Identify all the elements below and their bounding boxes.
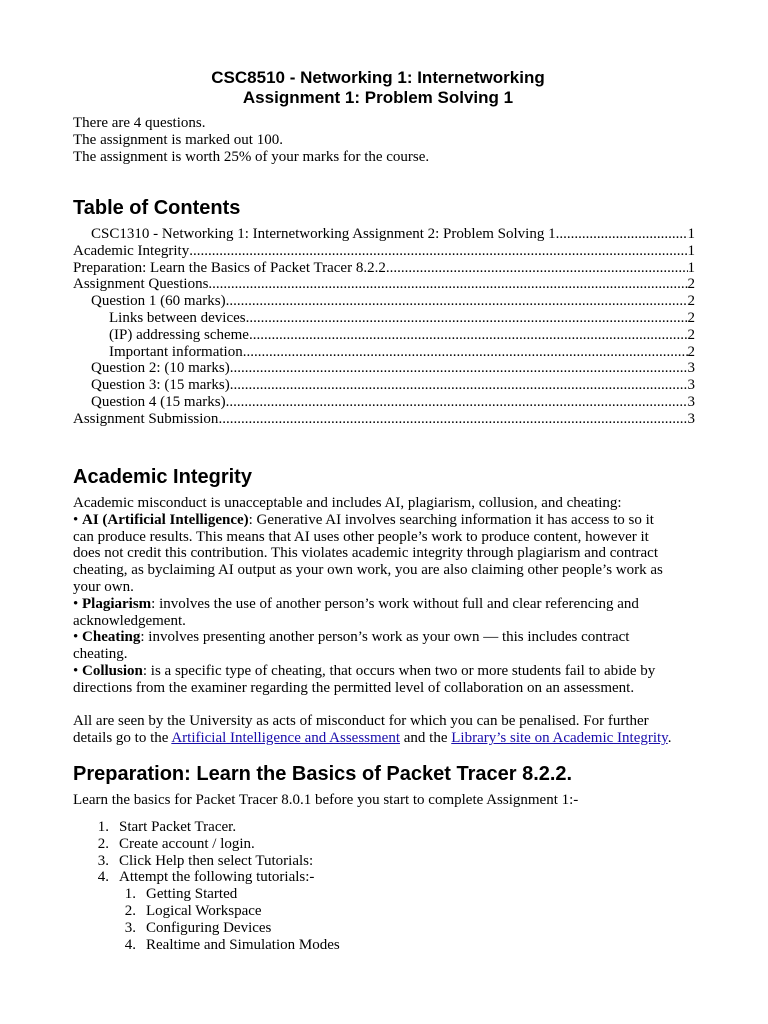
intro-block: [73, 115, 429, 165]
toc-entry[interactable]: [73, 411, 695, 428]
toc-entry-title: Question 3: (15 marks): [91, 377, 230, 394]
bullet-glyph: •: [73, 511, 83, 528]
misconduct-item-line: [73, 512, 698, 529]
toc-entry-title: Question 1 (60 marks): [91, 293, 226, 310]
toc-entry-title: Important information: [109, 343, 243, 360]
table-of-contents: [73, 226, 695, 428]
list-number: 3.: [97, 852, 109, 869]
toc-page-number: 3: [687, 360, 695, 377]
toc-dot-leader: [218, 411, 687, 428]
document-title: CSC8510 - Networking 1: Internetworking: [211, 68, 545, 87]
list-text: Click Help then select Tutorials:: [119, 852, 314, 869]
toc-dot-leader: [226, 293, 688, 310]
list-text: Create account / login.: [119, 835, 255, 852]
misconduct-description: : is a specific type of cheating, that occurs when two or more students fail to abide by: [142, 662, 656, 679]
toc-page-number: 2: [687, 293, 695, 310]
list-number: 1.: [124, 886, 136, 903]
toc-dot-leader: [230, 377, 688, 394]
toc-page-number: 3: [687, 377, 695, 394]
preparation-heading: Preparation: Learn the Basics of Packet Tracer 8.2.2.: [73, 763, 573, 785]
preparation-step: [73, 853, 340, 870]
closing-end: .: [667, 730, 672, 747]
tutorial-item: [73, 937, 340, 954]
misconduct-description: your own.: [73, 578, 134, 595]
misconduct-item-line: [73, 562, 698, 579]
list-number: 2.: [124, 902, 136, 919]
toc-entry-title: Assignment Submission: [73, 410, 219, 427]
misconduct-term: Collusion: [82, 662, 143, 679]
preparation-step: [73, 836, 340, 853]
bullet-glyph: •: [73, 629, 83, 646]
toc-dot-leader: [230, 360, 688, 377]
misconduct-description: directions from the examiner regarding the permitted level of collaboration on an assessment.: [73, 679, 635, 696]
bullet-glyph: •: [73, 595, 83, 612]
ai-assessment-link[interactable]: Artificial Intelligence and Assessment: [171, 730, 401, 747]
toc-dot-leader: [226, 394, 688, 411]
toc-entry[interactable]: [73, 293, 695, 310]
toc-entry-title: (IP) addressing scheme: [109, 326, 249, 343]
misconduct-description: : involves presenting another person’s work as your own — this includes contract: [140, 629, 630, 646]
toc-entry-title: Academic Integrity: [73, 242, 190, 259]
misconduct-description: : involves the use of another person’s work without full and clear referencing and: [151, 595, 639, 612]
misconduct-description: does not credit this contribution. This violates academic integrity through plagiarism and contract: [73, 545, 658, 562]
list-text: Attempt the following tutorials:-: [119, 869, 315, 886]
toc-dot-leader: [189, 243, 687, 260]
toc-entry[interactable]: [73, 394, 695, 411]
toc-entry-title: Question 4 (15 marks): [91, 393, 226, 410]
toc-entry[interactable]: [73, 226, 695, 243]
toc-entry[interactable]: [73, 310, 695, 327]
misconduct-description: can produce results. This means that AI uses other people’s work to produce content, however it: [73, 528, 649, 545]
list-text: Start Packet Tracer.: [119, 819, 237, 835]
toc-page-number: 2: [687, 343, 695, 360]
toc-page-number: 2: [687, 309, 695, 326]
toc-entry[interactable]: [73, 260, 695, 277]
misconduct-item-line: [73, 680, 698, 697]
intro-line: The assignment is worth 25% of your marks for the course.: [73, 148, 430, 165]
toc-entry[interactable]: [73, 243, 695, 260]
academic-integrity-section: [73, 495, 698, 747]
toc-page-number: 1: [687, 259, 695, 276]
misconduct-term: AI (Artificial Intelligence): [82, 511, 249, 528]
closing-mid: and the: [400, 730, 452, 747]
closing-prefix: details go to the: [73, 730, 172, 747]
toc-entry-title: Question 2: (10 marks): [91, 360, 230, 377]
list-number: 4.: [97, 869, 109, 886]
document-subtitle: Assignment 1: Problem Solving 1: [242, 88, 514, 107]
misconduct-item-line: [73, 545, 698, 562]
list-number: 3.: [124, 919, 136, 936]
misconduct-item-line: [73, 629, 698, 646]
academic-integrity-heading: Academic Integrity: [73, 466, 252, 488]
misconduct-term: Cheating: [82, 629, 141, 646]
toc-dot-leader: [208, 276, 687, 293]
tutorial-item: [73, 886, 340, 903]
preparation-step: [73, 869, 340, 886]
misconduct-description: cheating, as byclaiming AI output as your own work, you are also claiming other people’s work as: [73, 562, 663, 579]
toc-page-number: 2: [687, 276, 695, 293]
library-integrity-link[interactable]: Library’s site on Academic Integrity: [451, 730, 668, 747]
list-text: Realtime and Simulation Modes: [146, 936, 340, 953]
toc-page-number: 3: [687, 393, 695, 410]
list-text: Configuring Devices: [146, 919, 272, 936]
toc-page-number: 1: [687, 242, 695, 259]
toc-entry[interactable]: [73, 377, 695, 394]
misconduct-description: cheating.: [73, 646, 128, 663]
misconduct-item-line: [73, 529, 698, 546]
toc-heading: Table of Contents: [73, 197, 241, 219]
intro-line: The assignment is marked out 100.: [73, 131, 283, 148]
toc-entry[interactable]: [73, 327, 695, 344]
toc-dot-leader: [556, 226, 688, 243]
misconduct-item-line: [73, 596, 698, 613]
toc-entry-title: Assignment Questions: [73, 276, 209, 293]
misconduct-item-line: [73, 663, 698, 680]
misconduct-item-line: [73, 613, 698, 630]
misconduct-description: acknowledgement.: [73, 612, 186, 629]
toc-entry[interactable]: [73, 360, 695, 377]
list-number: 1.: [97, 819, 109, 835]
toc-entry-title: Preparation: Learn the Basics of Packet Tracer 8.2.2: [73, 259, 386, 276]
toc-dot-leader: [243, 344, 688, 361]
bullet-glyph: •: [73, 662, 83, 679]
toc-dot-leader: [249, 327, 688, 344]
preparation-intro: Learn the basics for Packet Tracer 8.0.1 before you start to complete Assignment 1:-: [73, 792, 579, 808]
ai-intro: Academic misconduct is unacceptable and includes AI, plagiarism, collusion, and cheating:: [73, 495, 622, 511]
list-text: Logical Workspace: [146, 902, 262, 919]
misconduct-list: [73, 512, 698, 697]
toc-entry[interactable]: [73, 344, 695, 361]
list-text: Getting Started: [146, 886, 238, 903]
list-number: 2.: [97, 835, 109, 852]
toc-entry[interactable]: [73, 276, 695, 293]
misconduct-item-line: [73, 646, 698, 663]
tutorial-item: [73, 920, 340, 937]
toc-entry-title: CSC1310 - Networking 1: Internetworking Assignment 2: Problem Solving 1: [91, 226, 556, 242]
intro-line: There are 4 questions.: [73, 115, 206, 131]
misconduct-description: : Generative AI involves searching information it has access to so it: [248, 511, 654, 528]
toc-page-number: 3: [687, 410, 695, 427]
ai-closing-line1: All are seen by the University as acts of misconduct for which you can be penalised. For further: [73, 713, 649, 730]
toc-page-number: 2: [687, 326, 695, 343]
preparation-steps: [73, 819, 340, 953]
tutorial-item: [73, 903, 340, 920]
list-number: 4.: [124, 936, 136, 953]
misconduct-term: Plagiarism: [82, 595, 152, 612]
preparation-step: [73, 819, 340, 836]
toc-entry-title: Links between devices: [109, 309, 246, 326]
toc-dot-leader: [246, 310, 688, 327]
misconduct-item-line: [73, 579, 698, 596]
toc-page-number: 1: [687, 226, 695, 242]
ai-closing-line2: [73, 730, 698, 747]
toc-dot-leader: [386, 260, 688, 277]
